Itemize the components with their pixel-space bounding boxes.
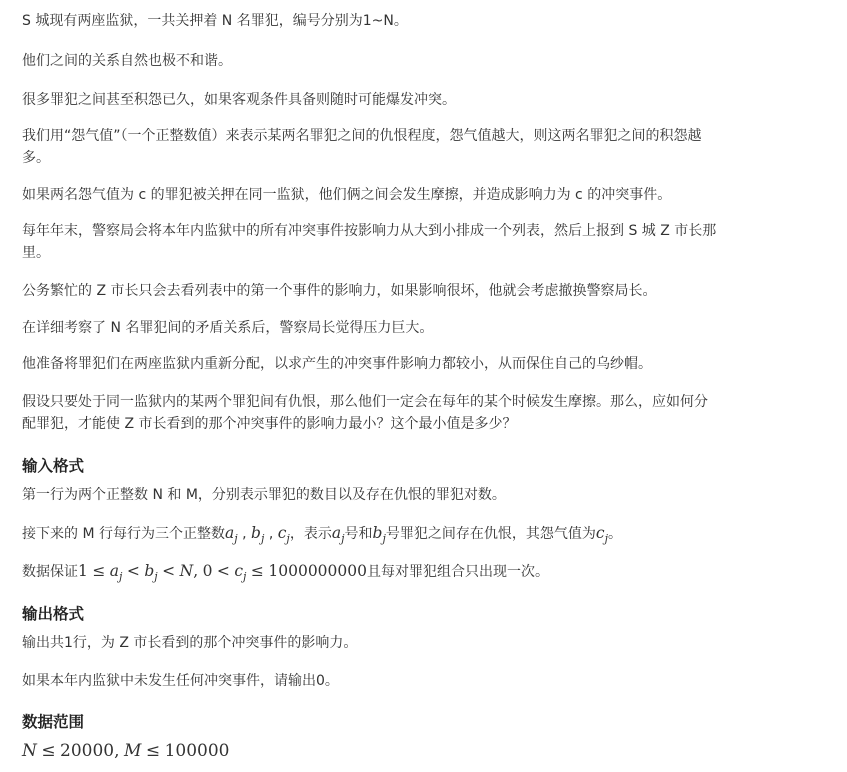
statement-paragraph: 在详细考察了 N 名罪犯间的矛盾关系后，警察局长觉得压力巨大。: [22, 320, 434, 336]
statement-paragraph-line: 里。: [22, 245, 50, 261]
statement-paragraph-line: 多。: [22, 150, 50, 166]
statement-paragraph-line: 配罪犯，才能使 Z 市长看到的那个冲突事件的影响力最小？这个最小值是多少？: [22, 416, 517, 432]
output-line: 输出共1行，为 Z 市长看到的那个冲突事件的影响力。: [22, 635, 358, 651]
statement-paragraph: 他们之间的关系自然也极不和谐。: [22, 53, 232, 69]
statement-paragraph-line: 我们用“怨气值”（一个正整数值）来表示某两名罪犯之间的仇恨程度，怨气值越大，则这两名罪犯之间的积怨越: [22, 128, 702, 144]
statement-paragraph: 公务繁忙的 Z 市长只会去看列表中的第一个事件的影响力，如果影响很坏，他就会考虑撤换警察局长。: [22, 283, 657, 299]
input-line: 第一行为两个正整数 N 和 M，分别表示罪犯的数目以及存在仇恨的罪犯对数。: [22, 487, 506, 503]
input-format-heading: 输入格式: [22, 457, 85, 475]
data-range-heading: 数据范围: [22, 713, 85, 731]
input-line-variables: 接下来的 M 行每行为三个正整数$a_j$ , $b_j$ , $c_j$，表示$a_j$号和$b_j$号罪犯之间存在仇恨，其怨气值为$c_j$。: [22, 524, 622, 545]
statement-paragraph: 他准备将罪犯们在两座监狱内重新分配，以求产生的冲突事件影响力都较小，从而保住自己的乌纱帽。: [22, 356, 652, 372]
statement-paragraph: S 城现有两座监狱，一共关押着 N 名罪犯，编号分别为1~N。: [22, 13, 408, 29]
statement-paragraph: 很多罪犯之间甚至积怨已久，如果客观条件具备则随时可能爆发冲突。: [22, 92, 456, 108]
output-format-heading: 输出格式: [22, 605, 85, 623]
input-line-constraints: 数据保证$1 \le a_j < b_j < N$, $0 < c_j \le 1000000000$且每对罪犯组合只出现一次。: [22, 562, 549, 583]
statement-paragraph-line: 每年年末，警察局会将本年内监狱中的所有冲突事件按影响力从大到小排成一个列表，然后上报到 S 城 Z 市长那: [22, 223, 717, 239]
data-range-formula: N ≤ 20000, M ≤ 100000: [22, 741, 230, 761]
output-line: 如果本年内监狱中未发生任何冲突事件，请输出0。: [22, 673, 339, 689]
statement-paragraph: 如果两名怨气值为 c 的罪犯被关押在同一监狱，他们俩之间会发生摩擦，并造成影响力为 c 的冲突事件。: [22, 187, 672, 203]
statement-paragraph-line: 假设只要处于同一监狱内的某两个罪犯间有仇恨，那么他们一定会在每年的某个时候发生摩擦。那么，应如何分: [22, 394, 708, 410]
